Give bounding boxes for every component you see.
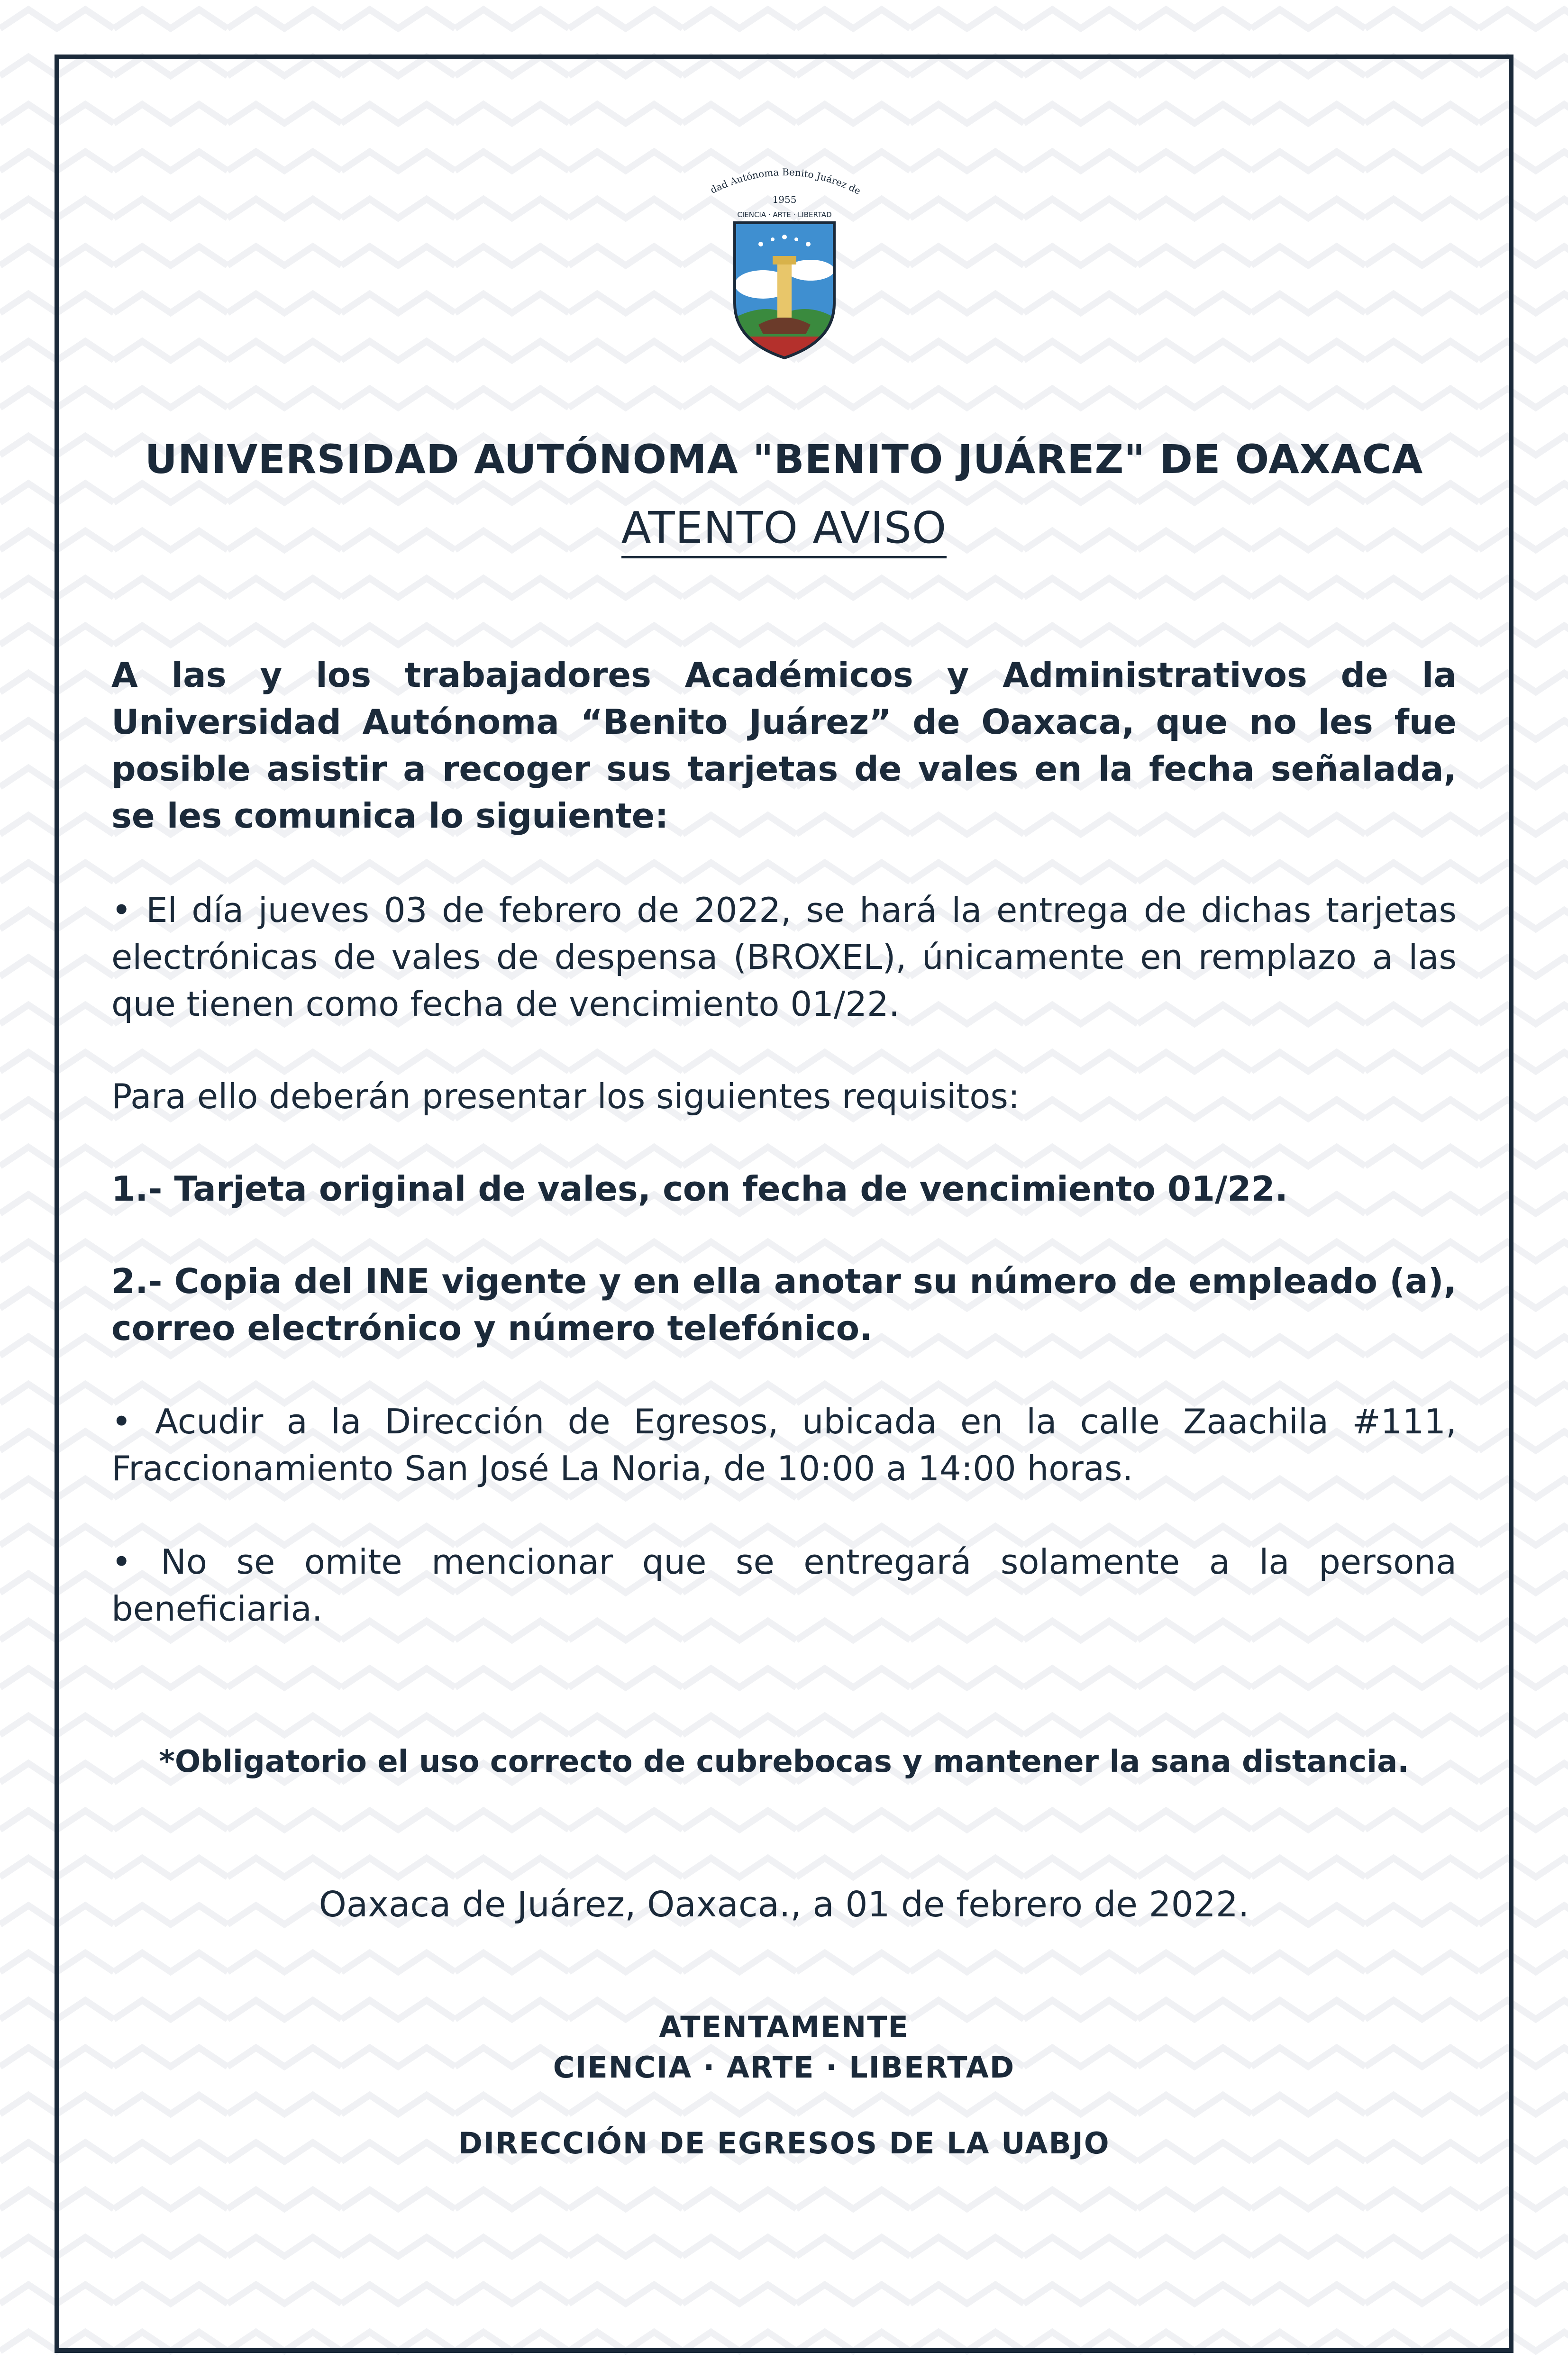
- notice-body: [111, 652, 1457, 1632]
- seal-year: 1955: [772, 194, 797, 205]
- intro-paragraph: A las y los trabajadores Académicos y Administrativos de la Universidad Autónoma “Benito Juárez” de Oaxaca, que no les fue posible asistir a recoger sus tarjetas de vales en la fecha señalada, se les comunica lo siguiente:: [111, 655, 1457, 836]
- requirement-2: 2.- Copia del INE vigente y en ella anotar su número de empleado (a), correo electrónico y número telefónico.: [111, 1261, 1457, 1348]
- seal-motto: CIENCIA · ARTE · LIBERTAD: [737, 210, 832, 219]
- signature-department: DIRECCIÓN DE EGRESOS DE LA UABJO: [458, 2126, 1110, 2160]
- bullet-location: • Acudir a la Dirección de Egresos, ubicada en la calle Zaachila #111, Fraccionamiento San José La Noria, de 10:00 a 14:00 horas.: [111, 1402, 1457, 1488]
- university-title: UNIVERSIDAD AUTÓNOMA "BENITO JUÁREZ" DE OAXACA: [145, 436, 1423, 483]
- notice-subtitle: ATENTO AVISO: [621, 502, 947, 558]
- seal-arc-text: dad Autónoma Benito Juárez de: [708, 166, 863, 197]
- requirements-intro: Para ello deberán presentar los siguientes requisitos:: [111, 1076, 1020, 1116]
- signature-closing: ATENTAMENTE: [659, 2010, 909, 2044]
- signature-motto: CIENCIA · ARTE · LIBERTAD: [553, 2050, 1015, 2085]
- university-seal: [697, 161, 872, 360]
- mask-notice: *Obligatorio el uso correcto de cubrebocas y mantener la sana distancia.: [159, 1744, 1409, 1779]
- bullet-delivery-date: • El día jueves 03 de febrero de 2022, se hará la entrega de dichas tarjetas electrónicas de vales de despensa (BROXEL), únicamente en remplazo a las que tienen como fecha de vencimiento 01/22.: [111, 890, 1457, 1024]
- requirement-1: 1.- Tarjeta original de vales, con fecha de vencimiento 01/22.: [111, 1169, 1288, 1209]
- place-date: Oaxaca de Juárez, Oaxaca., a 01 de febrero de 2022.: [319, 1884, 1249, 1925]
- bullet-beneficiary: • No se omite mencionar que se entregará solamente a la persona beneficiaria.: [111, 1542, 1457, 1629]
